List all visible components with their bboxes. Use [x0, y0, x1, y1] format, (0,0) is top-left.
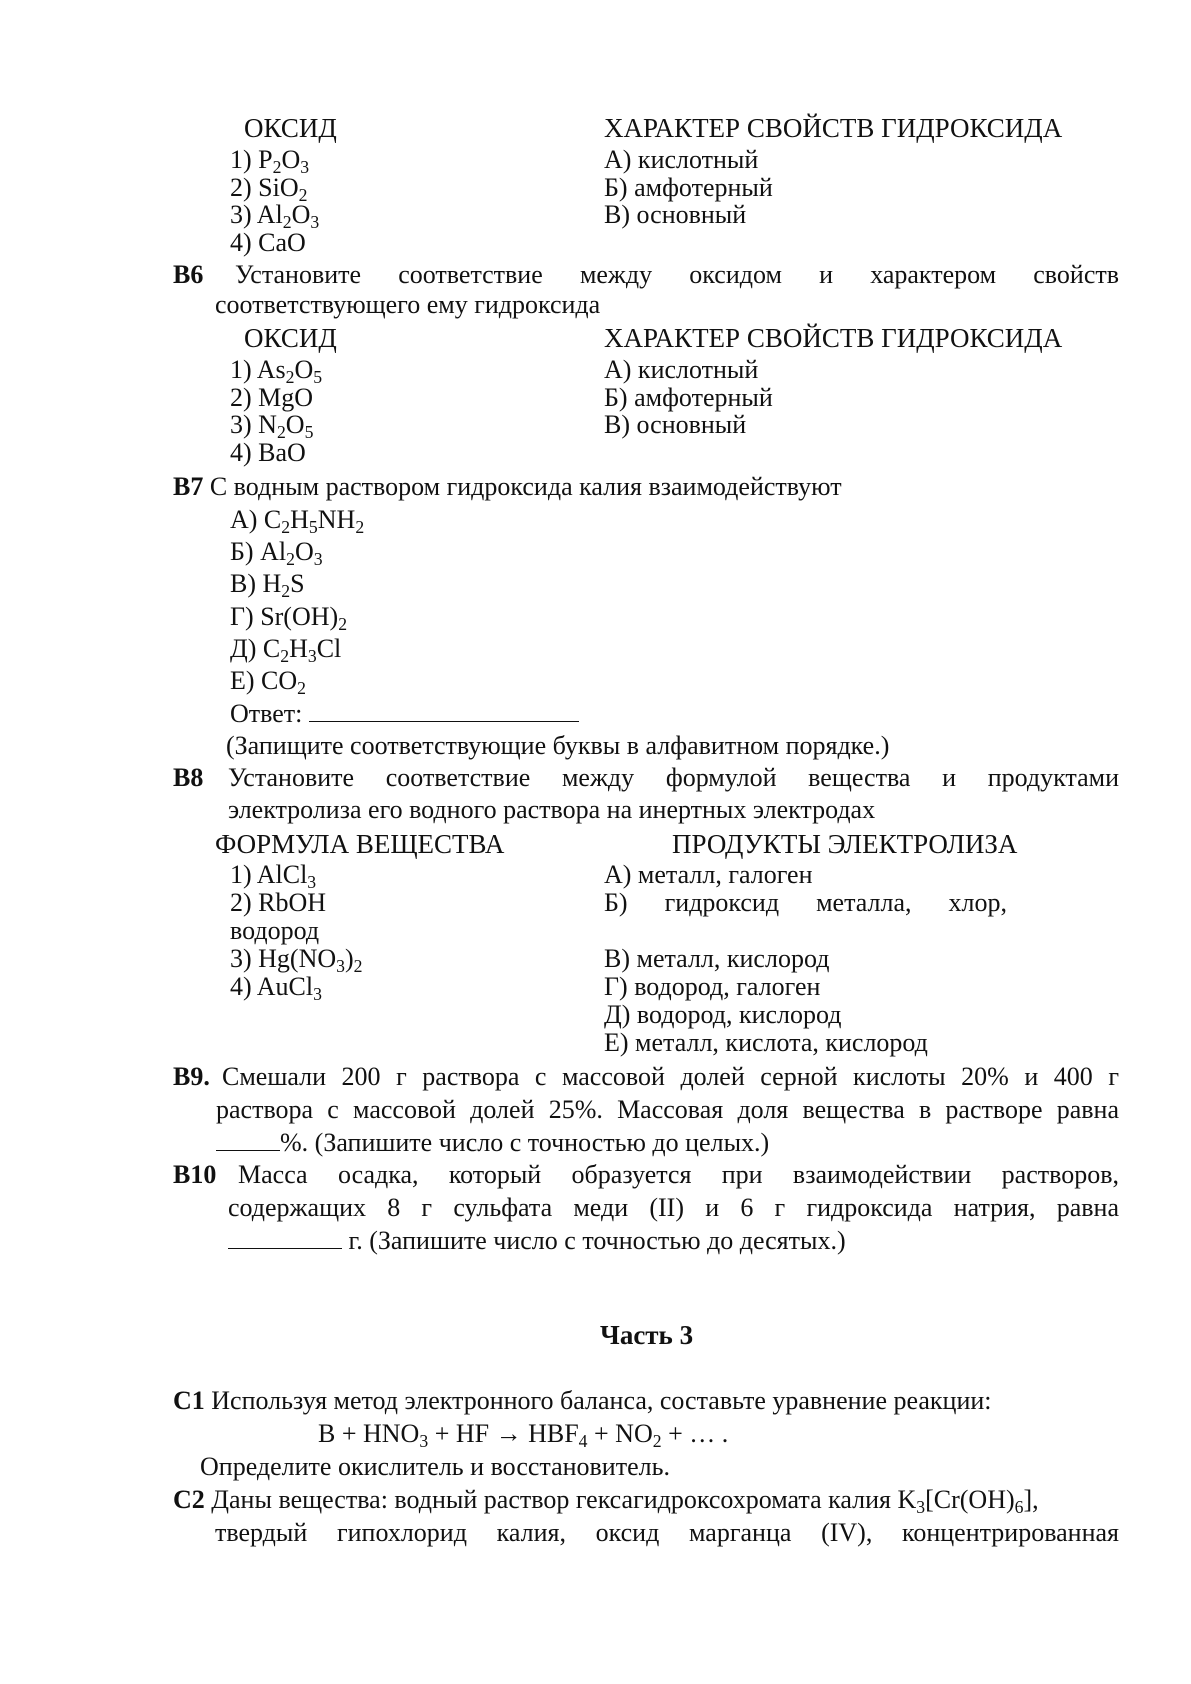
- b6-option-v: В) основный: [604, 410, 747, 439]
- b6-option-b: Б) амфотерный: [604, 383, 773, 412]
- b7-option-a: А) $C_2H_5NH_2$: [230, 505, 365, 537]
- b6-question-line2: соответствующего ему гидроксида: [215, 290, 601, 319]
- b8-item-4: 4) AuCl$_3$: [230, 972, 322, 1004]
- b5-item-4: 4) CaO: [230, 228, 306, 257]
- b9-answer-blank: [216, 1128, 280, 1151]
- b6-item-1: 1) $As_2O_5$: [230, 355, 323, 387]
- b7-answer-line: Ответ:: [230, 699, 579, 729]
- b6-item-2: 2) MgO: [230, 383, 314, 412]
- b6-label: B6: [173, 260, 204, 289]
- c1-equation: $B + HNO_3$ + HF → $HBF_4 + NO_2$ + … .: [318, 1419, 729, 1451]
- b5-right-header: ХАРАКТЕР СВОЙСТВ ГИДРОКСИДА: [604, 113, 1063, 143]
- b8-item-2: 2) RbOH: [230, 888, 327, 917]
- c1-question: C1 Используя метод электронного баланса, составьте уравнение реакции:: [173, 1386, 992, 1415]
- b8-option-v: В) металл, кислород: [604, 944, 830, 973]
- b8-question-line2: электролиза его водного раствора на инертных электродах: [228, 795, 876, 824]
- b7-note: (Запищите соответствующие буквы в алфавитном порядке.): [226, 731, 890, 760]
- b8-question-line1: Установите соответствие между формулой вещества и продуктами: [228, 763, 1119, 792]
- b10-question-line2: содержащих 8 г сульфата меди (II) и 6 г гидроксида натрия, равна: [228, 1193, 1119, 1222]
- b5-item-2: 2) SiO$_2$: [230, 173, 308, 205]
- b6-item-3: 3) $N_2O_5$: [230, 410, 314, 442]
- b9-question-line3: %. (Запишите число с точностью до целых.): [216, 1128, 769, 1158]
- b9-label: B9.: [173, 1062, 210, 1091]
- c2-question-line1: C2 Даны вещества: водный раствор гексагидроксохромата калия $K_3[Cr(OH)_6]$,: [173, 1485, 1039, 1517]
- b10-answer-blank: [228, 1226, 342, 1249]
- b10-question-line3: г. (Запишите число с точностью до десятых.): [228, 1226, 846, 1256]
- b10-label: B10: [173, 1160, 217, 1189]
- b7-option-b: Б) $Al_2O_3$: [230, 537, 323, 569]
- b6-option-a: А) кислотный: [604, 355, 759, 384]
- b6-item-4: 4) BaO: [230, 438, 306, 467]
- b5-item-1: 1) $P_2O_3$: [230, 145, 310, 177]
- b9-question-line2: раствора с массовой долей 25%. Массовая доля вещества в растворе равна: [216, 1095, 1119, 1124]
- b5-option-b: Б) амфотерный: [604, 173, 773, 202]
- b7-option-g: Г) $Sr(OH)_2$: [230, 602, 348, 634]
- b5-option-a: А) кислотный: [604, 145, 759, 174]
- b8-item-1: 1) AlCl$_3$: [230, 860, 317, 892]
- b8-right-header: ПРОДУКТЫ ЭЛЕКТРОЛИЗА: [672, 829, 1018, 859]
- b8-option-b: Б) гидроксид металла, хлор,: [604, 888, 1007, 917]
- b5-item-3: 3) $Al_2O_3$: [230, 200, 320, 232]
- b8-item-2-continued: водород: [230, 916, 320, 945]
- b8-item-3: 3) $Hg(NO_3)_2$: [230, 944, 363, 976]
- b5-left-header: ОКСИД: [244, 113, 337, 143]
- b8-option-g: Г) водород, галоген: [604, 972, 821, 1001]
- b7-question: B7 С водным раствором гидроксида калия взаимодействуют: [173, 472, 842, 501]
- b10-question-line1: Масса осадка, который образуется при взаимодействии растворов,: [238, 1160, 1119, 1189]
- c1-instruction: Определите окислитель и восстановитель.: [200, 1452, 670, 1481]
- b8-left-header: ФОРМУЛА ВЕЩЕСТВА: [215, 829, 505, 859]
- b9-question-line1: Смешали 200 г раствора с массовой долей серной кислоты 20% и 400 г: [222, 1062, 1119, 1091]
- b6-question-line1: Установите соответствие между оксидом и характером свойств: [235, 260, 1119, 289]
- b7-option-e: Е) $CO_2$: [230, 666, 307, 698]
- b7-option-d: Д) $C_2H_3Cl$: [230, 634, 342, 666]
- b7-option-v: В) $H_2S$: [230, 569, 305, 601]
- b8-label: B8: [173, 763, 204, 792]
- b8-option-a: А) металл, галоген: [604, 860, 813, 889]
- b6-right-header: ХАРАКТЕР СВОЙСТВ ГИДРОКСИДА: [604, 323, 1063, 353]
- b5-option-v: В) основный: [604, 200, 747, 229]
- b8-option-d: Д) водород, кислород: [604, 1000, 842, 1029]
- b7-answer-blank: [309, 699, 579, 722]
- b8-option-e: Е) металл, кислота, кислород: [604, 1028, 928, 1057]
- part3-title: Часть 3: [600, 1320, 694, 1350]
- b6-left-header: ОКСИД: [244, 323, 337, 353]
- c2-question-line2: твердый гипохлорид калия, оксид марганца (IV), концентрированная: [215, 1518, 1119, 1547]
